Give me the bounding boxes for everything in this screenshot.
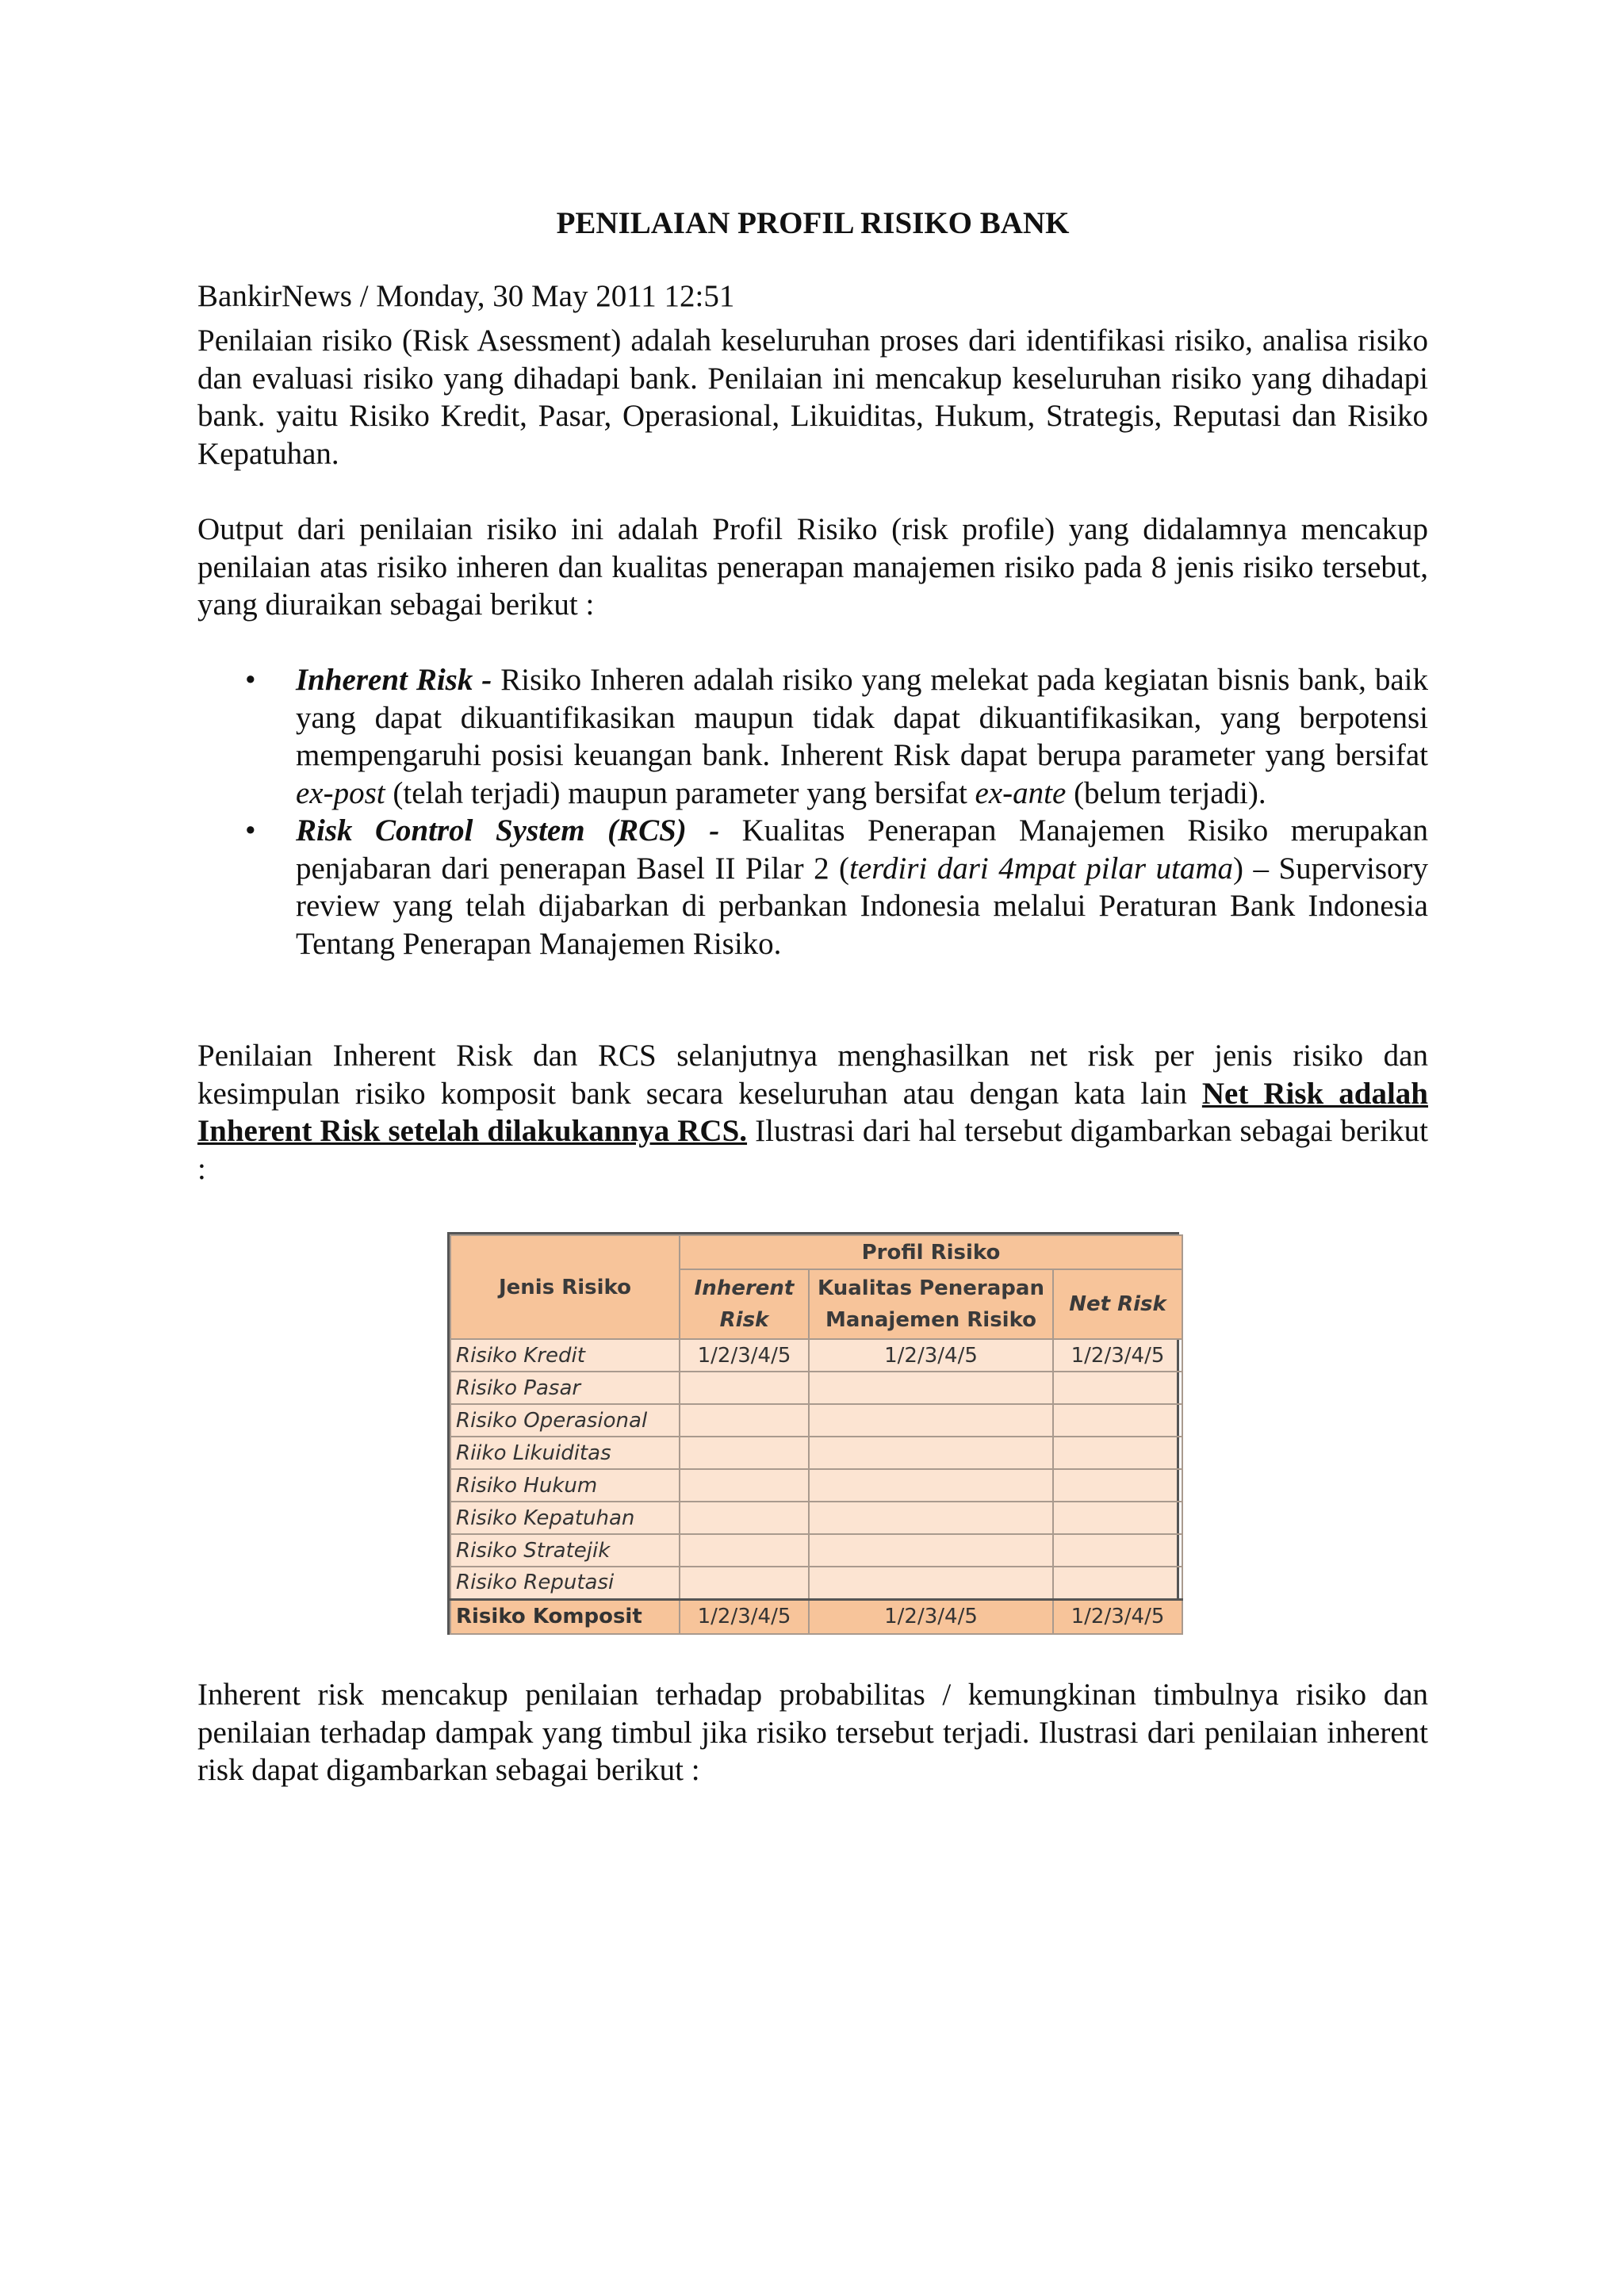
cell-name: Risiko Kredit: [450, 1339, 680, 1372]
term-rcs: Risk Control System (RCS) -: [296, 813, 720, 848]
bullet-dot-icon: •: [245, 813, 256, 848]
risk-profile-table-figure: [447, 1232, 1179, 1635]
header-jenis-risiko: Jenis Risiko: [450, 1235, 680, 1339]
table-row: [450, 1437, 1182, 1469]
cell-name: Risiko Reputasi: [450, 1567, 680, 1599]
table-row: [450, 1469, 1182, 1502]
table-row: [450, 1404, 1182, 1437]
cell-net: 1/2/3/4/5: [1053, 1599, 1182, 1634]
bullet-list: [197, 661, 1428, 962]
cell-inherent: [680, 1437, 809, 1469]
net-risk-definition: Net Risk adalah Inherent Risk setelah dilakukannya RCS.: [197, 1076, 1428, 1148]
table-body: [450, 1339, 1182, 1599]
cell-kualitas: [809, 1372, 1053, 1404]
cell-kualitas: [809, 1437, 1053, 1469]
cell-net: [1053, 1437, 1182, 1469]
cell-inherent: [680, 1372, 809, 1404]
cell-name: Risiko Komposit: [450, 1599, 680, 1634]
table-row: [450, 1534, 1182, 1567]
cell-net: [1053, 1372, 1182, 1404]
bullet-inherent-risk: • Inherent Risk - Risiko Inheren adalah risiko yang melekat pada kegiatan bisnis bank, baik yang dapat dikuantifikasikan maupun tidak dapat dikuantifikasikan, yang berpotensi mempengaruhi posisi keuangan bank. Inherent Risk dapat berupa parameter yang bersifat ex-post (telah terjadi) maupun parameter yang bersifat ex-ante (belum terjadi).: [245, 663, 1428, 810]
cell-net: [1053, 1567, 1182, 1599]
bullet-risk-control-system: • Risk Control System (RCS) - Kualitas Penerapan Manajemen Risiko merupakan penjabaran dari penerapan Basel II Pilar 2 (terdiri dari 4mpat pilar utama) – Supervisory review yang telah dijabarkan di perbankan Indonesia melalui Peraturan Bank Indonesia Tentang Penerapan Manajemen Risiko.: [245, 813, 1428, 961]
risk-profile-table: [450, 1234, 1183, 1635]
byline: BankirNews / Monday, 30 May 2011 12:51: [197, 279, 735, 313]
cell-name: Risiko Hukum: [450, 1469, 680, 1502]
cell-inherent: 1/2/3/4/5: [680, 1599, 809, 1634]
cell-inherent: 1/2/3/4/5: [680, 1339, 809, 1372]
cell-name: Riiko Likuiditas: [450, 1437, 680, 1469]
header-net-risk: Net Risk: [1053, 1269, 1182, 1339]
header-kualitas-penerapan: Kualitas Penerapan Manajemen Risiko: [809, 1269, 1053, 1339]
bullet-dot-icon: •: [245, 663, 256, 697]
paragraph-risk-profile-output: Output dari penilaian risiko ini adalah Profil Risiko (risk profile) yang didalamnya mencakup penilaian atas risiko inheren dan kualitas penerapan manajemen risiko pada 8 jenis risiko tersebut, yang diuraikan sebagai berikut :: [197, 512, 1428, 622]
cell-net: 1/2/3/4/5: [1053, 1339, 1182, 1372]
table-row: [450, 1502, 1182, 1534]
cell-inherent: [680, 1502, 809, 1534]
cell-inherent: [680, 1404, 809, 1437]
cell-name: Risiko Stratejik: [450, 1534, 680, 1567]
document-title: PENILAIAN PROFIL RISIKO BANK: [556, 206, 1070, 240]
paragraph-risk-assessment: Penilaian risiko (Risk Asessment) adalah keseluruhan proses dari identifikasi risiko, analisa risiko dan evaluasi risiko yang dihadapi bank. Penilaian ini mencakup keseluruhan risiko yang dihadapi bank. yaitu Risiko Kredit, Pasar, Operasional, Likuiditas, Hukum, Strategis, Reputasi dan Risiko Kepatuhan.: [197, 323, 1428, 471]
cell-net: [1053, 1469, 1182, 1502]
cell-inherent: [680, 1534, 809, 1567]
cell-name: Risiko Pasar: [450, 1372, 680, 1404]
cell-name: Risiko Kepatuhan: [450, 1502, 680, 1534]
cell-kualitas: 1/2/3/4/5: [809, 1599, 1053, 1634]
cell-inherent: [680, 1469, 809, 1502]
cell-inherent: [680, 1567, 809, 1599]
cell-kualitas: [809, 1567, 1053, 1599]
cell-net: [1053, 1534, 1182, 1567]
paragraph-net-risk: Penilaian Inherent Risk dan RCS selanjutnya menghasilkan net risk per jenis risiko dan kesimpulan risiko komposit bank secara keseluruhan atau dengan kata lain Net Risk adalah Inherent Risk setelah dilakukannya RCS. Ilustrasi dari hal tersebut digambarkan sebagai berikut :: [197, 1039, 1428, 1186]
paragraph-inherent-risk-assessment: Inherent risk mencakup penilaian terhadap probabilitas / kemungkinan timbulnya risiko dan penilaian terhadap dampak yang timbul jika risiko tersebut terjadi. Ilustrasi dari penilaian inherent risk dapat digambarkan sebagai berikut :: [197, 1678, 1428, 1787]
cell-kualitas: [809, 1502, 1053, 1534]
cell-kualitas: 1/2/3/4/5: [809, 1339, 1053, 1372]
header-inherent-risk: Inherent Risk: [680, 1269, 809, 1339]
table-row: [450, 1372, 1182, 1404]
table-row: [450, 1567, 1182, 1599]
cell-net: [1053, 1502, 1182, 1534]
cell-kualitas: [809, 1534, 1053, 1567]
table-row: [450, 1339, 1182, 1372]
cell-kualitas: [809, 1469, 1053, 1502]
table-row-komposit: [450, 1599, 1182, 1634]
cell-kualitas: [809, 1404, 1053, 1437]
header-profil-risiko: Profil Risiko: [680, 1235, 1182, 1269]
term-inherent-risk: Inherent Risk -: [296, 663, 492, 697]
cell-net: [1053, 1404, 1182, 1437]
cell-name: Risiko Operasional: [450, 1404, 680, 1437]
